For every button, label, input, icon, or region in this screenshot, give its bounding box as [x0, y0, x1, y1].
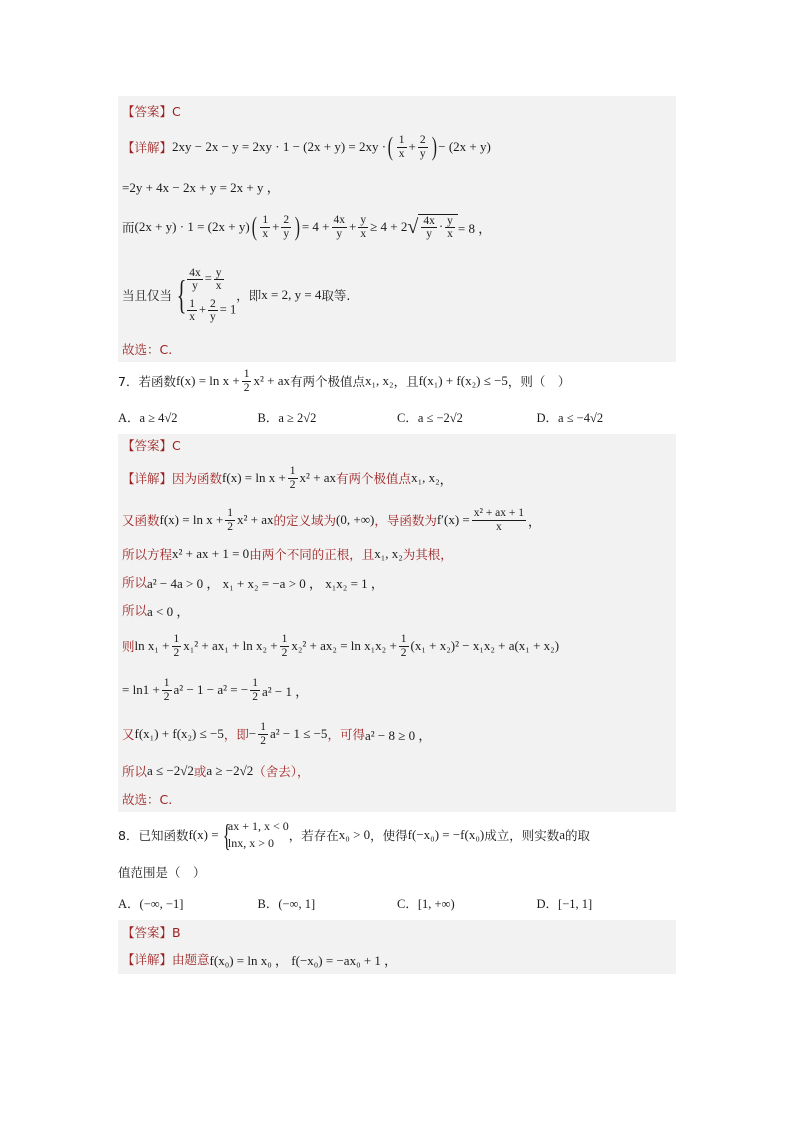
q8-stem: 8．已知函数 f(x) = { ax + 1, x < 0 lnx, x > 0 ，若存在 x₀ > 0 ，使得 f(−x₀) = −f(x₀) 成立，则实数 a 的取: [118, 817, 591, 853]
q7-detail-2: 又函数 f(x) = ln x + $\frac{1}{2}$ x² + ax 的定义域为 (0, +∞) ，导函数为 f′(x) = $\frac{\text{x² + ax + 1}}{x}$ ，: [122, 507, 542, 533]
q8-answer-block: [118, 920, 676, 974]
math-expr: x = 2, y = 4: [261, 287, 322, 302]
text: 取等.: [321, 288, 351, 303]
q8-options: [118, 886, 676, 920]
q7-detail-4: 所以 a² − 4a > 0 ， x₁ + x₂ = −a > 0 ， x₁x₂ = 1 ，: [122, 575, 384, 591]
q7-detail-6: 则 ln x₁ + $\frac{1}{2}$ x₁² + ax₁ + ln x₂ + $\frac{1}{2}$ x₂² + ax₂ = ln x₁x₂ + $\frac{1}{2}$ (x₁ + x₂)² − x₁x₂ + a(x₁ + x₂): [122, 633, 560, 659]
q6-conclusion: 故选：C.: [122, 342, 173, 357]
math-expr: = 4 +: [301, 219, 330, 234]
detail-label: 【详解】: [122, 140, 173, 155]
q7-detail-9: 所以 a ≤ −2√2 或 a ≥ −2√2 （舍去），: [122, 763, 310, 779]
q7-detail-5: 所以 a < 0 ，: [122, 603, 190, 619]
q7-detail-1: 【详解】 因为函数 f(x) = ln x + $\frac{1}{2}$ x² + ax 有两个极值点 x₁, x₂ ，: [122, 465, 453, 491]
q7-option-b: B．a ≥ 2√2: [257, 411, 317, 425]
q6-detail-line-1: 【详解】 2xy − 2x − y = 2xy · 1 − (2x + y) = 2xy · ( $\frac{1}{x}$ + $\frac{2}{y}$ ) − (2x + y): [122, 132, 491, 161]
q6-answer-block: [118, 96, 676, 362]
q7-option-a: A．a ≥ 4√2: [118, 411, 178, 425]
answer-value: C: [172, 103, 181, 119]
answer-label: 【答案】: [122, 104, 173, 119]
q7-answer-line: 【答案】 C: [122, 437, 181, 453]
q8-stem-line-2: 值范围是（ ）: [118, 865, 206, 880]
math-expr: (2x + y) · 1 = (2x + y): [134, 219, 250, 234]
piecewise-cases: ax + 1, x < 0 lnx, x > 0: [227, 819, 289, 850]
q7-options: [118, 400, 676, 434]
equation-system: $\frac{4x}{y}$ = $\frac{y}{x}$ $\frac{1}{x}$ + $\frac{2}{y}$ = 1: [189, 266, 237, 324]
q6-detail-line-3: 而 (2x + y) · 1 = (2x + y) ( $\frac{1}{x}$ + $\frac{2}{y}$ ) = 4 + $\frac{4x}{y}$ + $\frac{y}{x}$ ≥ 4 + 2 √ $\frac{4x}{y}$ · $\frac{y}{x}$ = 8 ，: [122, 212, 492, 241]
q8-option-a: A．(−∞, −1]: [118, 897, 184, 911]
q7-conclusion: 故选：C.: [122, 792, 173, 807]
math-expr: 2xy − 2x − y = 2xy · 1 − (2x + y) = 2xy ·: [172, 139, 387, 154]
math-expr: = 8 ，: [457, 220, 492, 236]
q7-stem: 7．若函数 f(x) = ln x + $\frac{1}{2}$ x² + ax 有两个极值点 x₁, x₂ ，且 f(x₁) + f(x₂) ≤ −5 ，则（ ）: [118, 368, 571, 394]
q8-option-d: D．[−1, 1]: [536, 897, 593, 911]
math-expr: =2y + 4x − 2x + y = 2x + y ，: [122, 179, 280, 195]
math-expr: ≥ 4 + 2: [370, 219, 408, 234]
q8-option-b: B．(−∞, 1]: [257, 897, 316, 911]
q6-answer-line: [122, 100, 672, 122]
document-page: [118, 96, 676, 974]
q7-detail-8: 又 f(x₁) + f(x₂) ≤ −5 ，即 − $\frac{1}{2}$ a² − 1 ≤ −5 ，可得 a² − 8 ≥ 0 ，: [122, 721, 432, 747]
q7-detail-3: 所以方程 x² + ax + 1 = 0 由两个不同的正根，且 x₁, x₂ 为其根，: [122, 546, 453, 562]
math-expr: − (2x + y): [438, 139, 491, 154]
q8-option-c: C．[1, +∞): [397, 897, 455, 911]
q7-option-d: D．a ≤ −4√2: [536, 411, 604, 425]
q8-answer-line: 【答案】 B: [122, 924, 181, 940]
q7-option-c: C．a ≤ −2√2: [397, 411, 463, 425]
q7-answer-block: [118, 434, 676, 812]
q7-detail-7: = ln1 + $\frac{1}{2}$ a² − 1 − a² = − $\frac{1}{2}$ a² − 1 ，: [122, 677, 309, 703]
q6-detail-line-2: [122, 172, 672, 200]
text: 当且仅当: [122, 288, 173, 303]
q6-detail-line-4: 当且仅当 { $\frac{4x}{y}$ = $\frac{y}{x}$ $\frac{1}{x}$ + $\frac{2}{y}$ = 1 ，即 x = 2, y = 4 取等.: [122, 266, 351, 324]
sqrt-term: $\frac{4x}{y}$ · $\frac{y}{x}$: [418, 214, 458, 240]
q8-detail-1: 【详解】 由题意 f(x₀) = ln x₀ ， f(−x₀) = −ax₀ + 1 ，: [122, 952, 398, 968]
text: ，即: [236, 288, 262, 303]
text: 而: [122, 220, 135, 235]
